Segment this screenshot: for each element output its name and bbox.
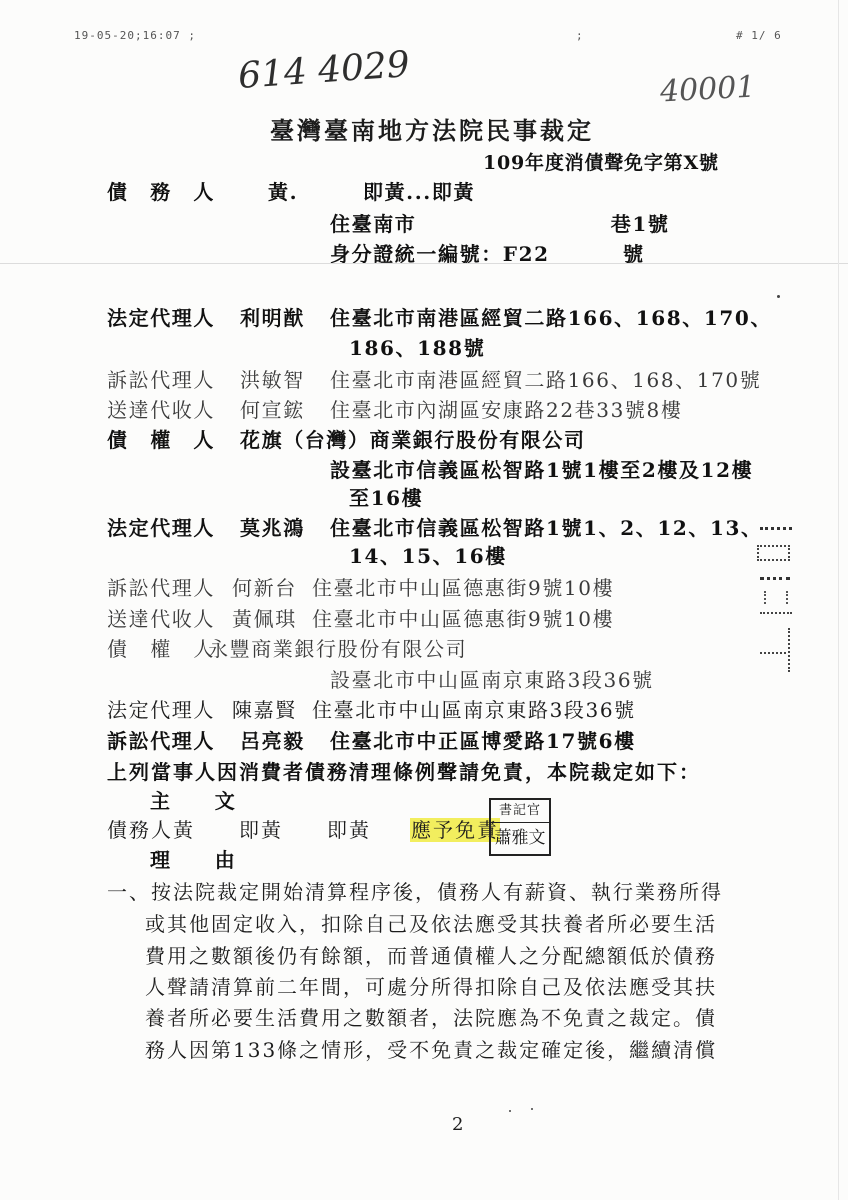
party-role: 送達代收人 — [107, 398, 215, 422]
reasons-item-number: 一、 — [107, 880, 151, 904]
party-address: 住臺北市中正區博愛路17號6樓 — [330, 729, 636, 753]
clerk-stamp-title: 書記官 — [491, 800, 549, 823]
party-name: 陳嘉賢 — [232, 698, 297, 722]
creditor-address-continued: 至16樓 — [349, 486, 424, 510]
scan-artifact-dots — [760, 577, 790, 580]
scan-artifact-dots — [760, 652, 786, 654]
party-address-continued: 186、188號 — [349, 336, 486, 360]
scan-speck — [777, 295, 780, 298]
scan-seam-line — [0, 263, 848, 264]
party-address: 住臺北市內湖區安康路22巷33號8樓 — [330, 398, 683, 422]
reasons-line: 人聲請清算前二年間，可處分所得扣除自己及依法應受其扶 — [145, 975, 717, 999]
reasons-line: 按法院裁定開始清算程序後，債務人有薪資、執行業務所得 — [151, 880, 723, 904]
party-role: 訴訟代理人 — [107, 576, 215, 600]
reasons-line: 或其他固定收入，扣除自己及依法應受其扶養者所必要生活 — [145, 912, 717, 936]
creditor-role: 債 權 人 — [107, 428, 215, 452]
debtor-address: 住臺南市 巷1號 — [330, 212, 670, 236]
creditor-address: 設臺北市信義區松智路1號1樓至2樓及12樓 — [330, 458, 754, 482]
party-name: 洪敏智 — [240, 368, 305, 392]
fax-separator: ; — [576, 29, 584, 42]
party-role: 法定代理人 — [107, 698, 215, 722]
party-role: 送達代收人 — [107, 607, 215, 631]
party-name: 利明猷 — [240, 306, 305, 330]
party-name: 黃佩琪 — [232, 607, 297, 631]
reasons-line: 務人因第133條之情形，受不免責之裁定確定後，繼續清償 — [145, 1038, 718, 1062]
page-number: 2 — [452, 1114, 464, 1135]
party-name: 莫兆鴻 — [240, 516, 305, 540]
creditor-address: 設臺北市中山區南京東路3段36號 — [330, 668, 654, 692]
party-address: 住臺北市中山區南京東路3段36號 — [312, 698, 636, 722]
document-title: 臺灣臺南地方法院民事裁定 — [270, 116, 594, 145]
party-address: 住臺北市中山區德惠街9號10樓 — [312, 576, 615, 600]
ruling-highlight: 應予免責 — [411, 818, 499, 842]
party-role: 訴訟代理人 — [107, 729, 215, 753]
party-address: 住臺北市中山區德惠街9號10樓 — [312, 607, 615, 631]
ruling-intro: 上列當事人因消費者債務清理條例聲請免責，本院裁定如下： — [107, 760, 701, 784]
party-name: 呂亮毅 — [240, 729, 305, 753]
creditor-name: 花旗（台灣）商業銀行股份有限公司 — [240, 428, 586, 452]
scan-speck — [531, 1108, 533, 1110]
fax-timestamp: 19-05-20;16:07 ; — [74, 29, 196, 42]
reasons-line: 養者所必要生活費用之數額者，法院應為不免責之裁定。債 — [145, 1006, 717, 1030]
scan-page-edge — [838, 0, 839, 1200]
handwritten-note-left: 614 4029 — [236, 44, 412, 97]
party-role: 法定代理人 — [107, 516, 215, 540]
ruling-parties: 債務人黃 即黃 即黃 — [107, 818, 371, 842]
case-number: 109年度消債聲免字第X號 — [483, 152, 719, 174]
scan-artifact-dots — [760, 527, 792, 530]
debtor-name: 黃. 即黃...即黃 — [268, 180, 476, 204]
clerk-stamp — [489, 798, 551, 856]
party-address: 住臺北市南港區經貿二路166、168、170、 — [330, 306, 773, 330]
clerk-stamp-name: 蕭雅文 — [494, 828, 546, 848]
creditor-name: 永豐商業銀行股份有限公司 — [208, 637, 468, 661]
party-role: 法定代理人 — [107, 306, 215, 330]
scan-artifact-dots — [764, 591, 788, 604]
party-address-continued: 14、15、16樓 — [349, 544, 507, 568]
handwritten-note-right: 40001 — [659, 69, 757, 110]
party-name: 何新台 — [232, 576, 297, 600]
fax-page-marker: # 1/ 6 — [736, 29, 782, 42]
debtor-id-number: 身分證統一編號：F22 號 — [330, 242, 645, 266]
main-text-heading: 主 文 — [150, 789, 237, 813]
scan-artifact-dots — [757, 545, 790, 561]
debtor-role: 債 務 人 — [107, 180, 215, 204]
party-address: 住臺北市信義區松智路1號1、2、12、13、 — [330, 516, 763, 540]
party-role: 訴訟代理人 — [107, 368, 215, 392]
reasons-line: 費用之數額後仍有餘額，而普通債權人之分配總額低於債務 — [145, 944, 717, 968]
party-name: 何宣鋐 — [240, 398, 305, 422]
reasons-heading: 理 由 — [150, 848, 237, 872]
scan-speck — [509, 1110, 511, 1112]
scan-artifact-dots — [788, 628, 790, 672]
scan-artifact-dots — [760, 612, 792, 614]
creditor-role: 債 權 人 — [107, 637, 215, 661]
party-address: 住臺北市南港區經貿二路166、168、170號 — [330, 368, 762, 392]
